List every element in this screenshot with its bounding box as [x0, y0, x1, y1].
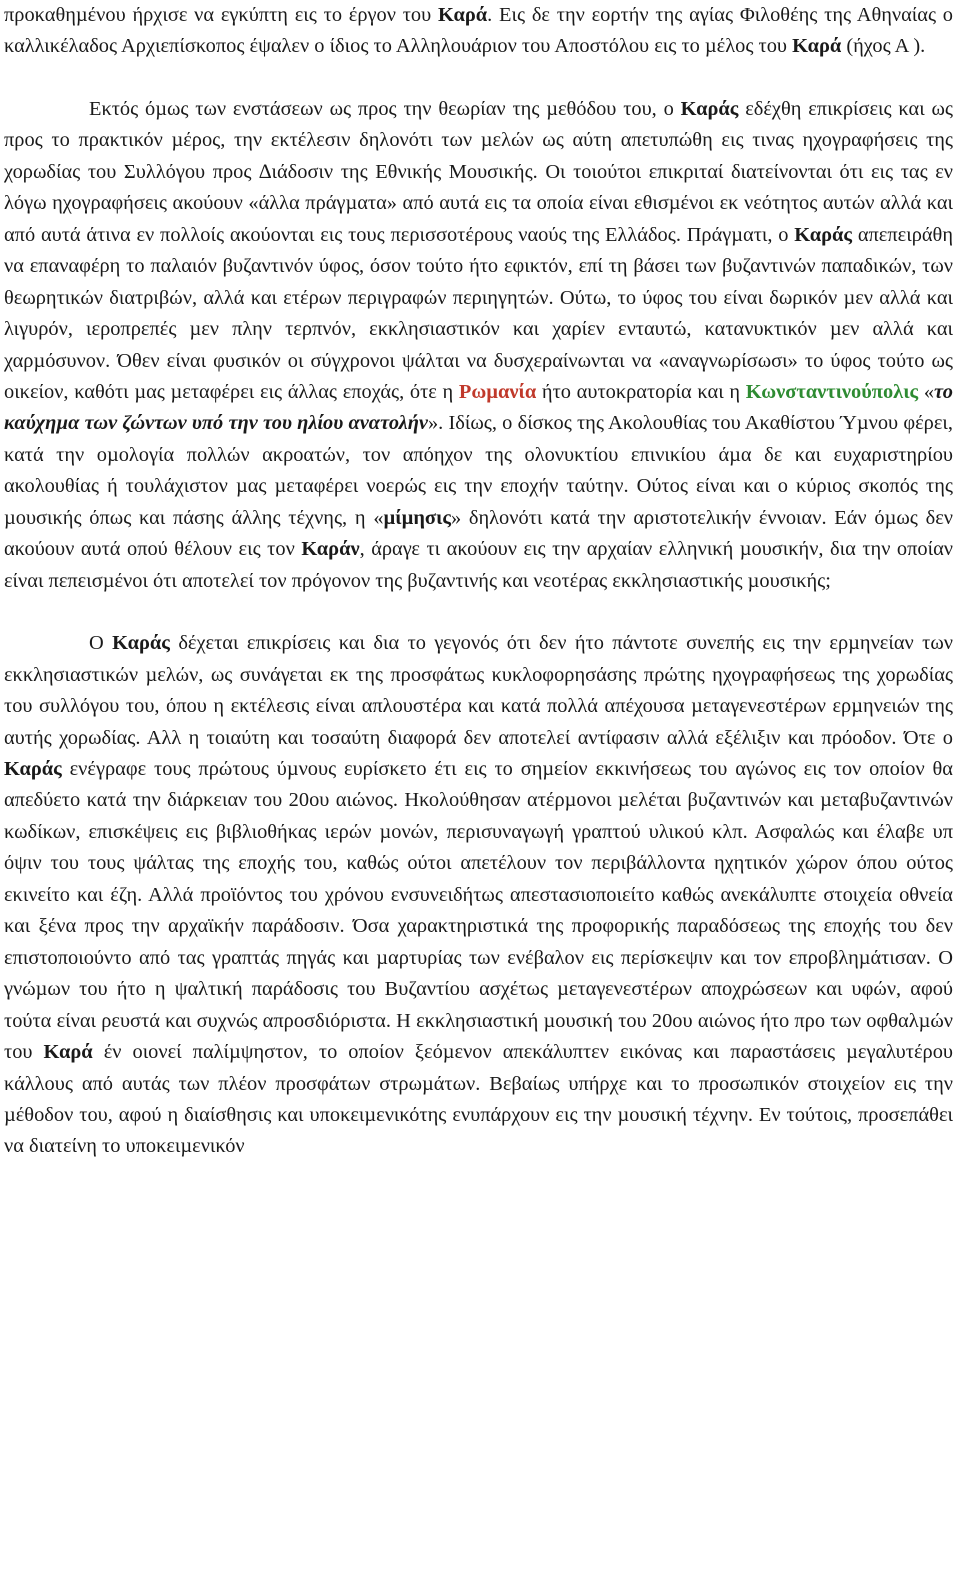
name-karas: Καράς	[680, 97, 739, 120]
name-karas: Καράς	[4, 757, 62, 780]
text-run: απεπειράθη να επαναφέρη το παλαιόν βυζαντινόν ύφος, όσον τούτο ήτο εφικτόν, επί τη βάσει των βυζαντινών παπαδικών, των θεωρητικών διατριβών, αλλά και ετέρων περιγραφών περιηγητών. Ούτω, το ύφος του είναι δωρικόν µεν αλλά και λιγυρόν, ιεροπρεπές µεν πλην τερπνόν, εκκλησιαστικόν και χαρίεν ενταυτώ, κατανυκτικόν µεν αλλά και χαρµόσυνον. Όθεν είναι φυσικόν οι σύγχρονοι ψάλται να δυσχεραίνωνται να «αναγνωρίσωσι» το ύφος τούτο ως οικείον, καθότι µας µεταφέρει εις άλλας εποχάς, ότε η	[4, 223, 953, 403]
text-run: εδέχθη επικρίσεις και ως προς το πρακτικόν µέρος, την εκτέλεσιν δηλονότι των µελών ως αύτη απετυπώθη εις τινας ηχογραφήσεις της χορωδίας του Συλλόγου προς ∆ιάδοσιν της Εθνικής Μουσικής. Οι τοιούτοι επικριταί διατείνονται ότι εις τας εν λόγω ηχογραφήσεις ακούουν «άλλα πράγµατα» από αυτά εις τα οποία είναι εθισµένοι εκ νεότητος αυτών αλλά και από αυτά άτινα εν πολλοίς ακούονται εις τους περισσοτέρους ναούς της Ελλάδος. Πράγµατι, ο	[4, 97, 954, 246]
name-karas: Καρά	[438, 4, 488, 26]
document-page	[4, 0, 953, 1163]
text-run: προκαθηµένου ήρχισε να εγκύπτη εις το έργον του	[4, 4, 438, 26]
term-konstantinoupolis: Κωνσταντινούπολις	[745, 380, 919, 403]
name-karas: Καρά	[792, 35, 842, 58]
name-karan: Καράν	[301, 538, 360, 561]
text-run: » δηλονότι κατά την αριστοτελικήν έννοιαν. Εάν όµως δεν ακούουν αυτά οπού θέλουν εις τον	[4, 506, 953, 561]
paragraph-2	[4, 94, 953, 597]
paragraph-3	[4, 628, 953, 1163]
text-run: «	[918, 380, 935, 403]
name-kara: Καρά	[43, 1041, 93, 1064]
text-run: , άραγε τι ακούουν εις την αρχαίαν ελληνική µουσικήν, δια την οποίαν είναι πεπεισµένοι ότι αποτελεί τον πρόγονον της βυζαντινής και νεοτέρας εκκλησιαστικής µουσικής;	[4, 538, 954, 592]
quote-text: το καύχηµα των ζώντων υπό την του ηλίου ανατολήν	[4, 380, 953, 435]
text-run: (ήχος Α ).	[841, 35, 926, 58]
term-romania: Ρωµανία	[458, 380, 537, 403]
name-karas: Καράς	[794, 223, 853, 246]
text-run: Ο	[89, 632, 113, 655]
text-run: ». Ιδίως, ο δίσκος της Ακολουθίας του Ακαθίστου Ύµνου φέρει, κατά την οµολογία πολλών ακροατών, τον απόηχον της ολονυκτίου επινικίου άµα δε και ευχαριστηρίου ακολουθίας ή τουλάχιστον µας µεταφέρει νοερώς εις την εποχήν ταύτην. Ούτος είναι και ο κύριος σκοπός της µουσικής όπως και πάσης άλλης τέχνης, η «	[4, 412, 953, 529]
paragraph-1	[4, 0, 953, 63]
text-run: . Εις δε την εορτήν της αγίας Φιλοθέης της Αθηναίας ο καλλικέλαδος Αρχιεπίσκοπος έψαλεν ο ίδιος το Αλληλουάριον του Αποστόλου εις το µέλος του	[4, 4, 953, 58]
text-run: Εκτός όµως των ενστάσεων ως προς την θεωρίαν της µεθόδου του, ο	[89, 97, 681, 120]
text-run: δέχεται επικρίσεις και δια το γεγονός ότι δεν ήτο πάντοτε συνεπής εις την ερµηνείαν των εκκλησιαστικών µελών, ως συνάγεται εκ της προσφάτως κυκλοφορησάσης πρώτης ηχογραφήσεως της χορωδίας του συλλόγου του, όπου η εκτέλεσις είναι απλουστέρα και κατά πολλά απέχουσα µεταγενεστέρων ερµηνειών της αυτής χορωδίας. Αλλ η τοιαύτη και τοσαύτη διαφορά δεν αποτελεί αντίφασιν αλλά εξέλιξιν και πρόοδον. Ότε ο	[4, 632, 954, 749]
text-run: έν οιονεί παλίµψηστον, το οποίον ξεόµενον απεκάλυπτεν εικόνας και παραστάσεις µεγαλυτέρου κάλλους από αυτάς των πλέον προσφάτων στρωµάτων. Βεβαίως υπήρχε και το προσωπικόν στοιχείον εις την µέθοδον του, αφού η διαίσθησις και υποκειµενικότης ενυπάρχουν εις την µουσική τέχνην. Εν τούτοις, προσεπάθει να διατείνη το υποκειµενικόν	[4, 1041, 953, 1158]
name-karas: Καράς	[112, 632, 170, 655]
term-mimisis: µίµησις	[383, 506, 451, 529]
text-run: ήτο αυτοκρατορία και η	[536, 380, 746, 403]
text-run: ενέγραφε τους πρώτους ύµνους ευρίσκετο έτι εις το σηµείον εκκινήσεως του αγώνος εις τον οποίον θα απεδύετο κατά την διάρκειαν του 20ου αιώνος. Ηκολούθησαν ατέρµονοι µελέται βυζαντινών και µεταβυζαντινών κωδίκων, επισκέψεις εις βιβλιοθήκας ιερών µονών, περισυναγωγή γραπτού υλικού κλπ. Ασφαλώς και έλαβε υπ όψιν του τους ψάλτας της εποχής του, καθώς ούτοι απετέλουν τον περιβάλλοντα ηχητικόν χώρον όπου ούτος εκινείτο και έζη. Αλλά προϊόντος του χρόνου ενσυνειδήτως απεστασιοποιείτο καθώς ανεκάλυπτε στοιχεία οθνεία και ξένα προς την αρχαϊκήν παράδοσιν. Όσα χαρακτηριστικά της προφορικής παραδόσεως της εποχής του δεν επιστοποιούντο από τας γραπτάς πηγάς και µαρτυρίας των ενέβαλον εις περίσκεψιν και τον επροβληµάτισαν. Ο γνώµων του ήτο η ψαλτική παράδοσις του Βυζαντίου ασχέτως µεταγενεστέρων αποχρώσεων και υφών, αφού τούτα είναι ρευστά και συχνώς απροσδιόριστα. Η εκκλησιαστική µουσική του 20ου αιώνος ήτο προ των οφθαλµών του	[4, 757, 953, 1064]
